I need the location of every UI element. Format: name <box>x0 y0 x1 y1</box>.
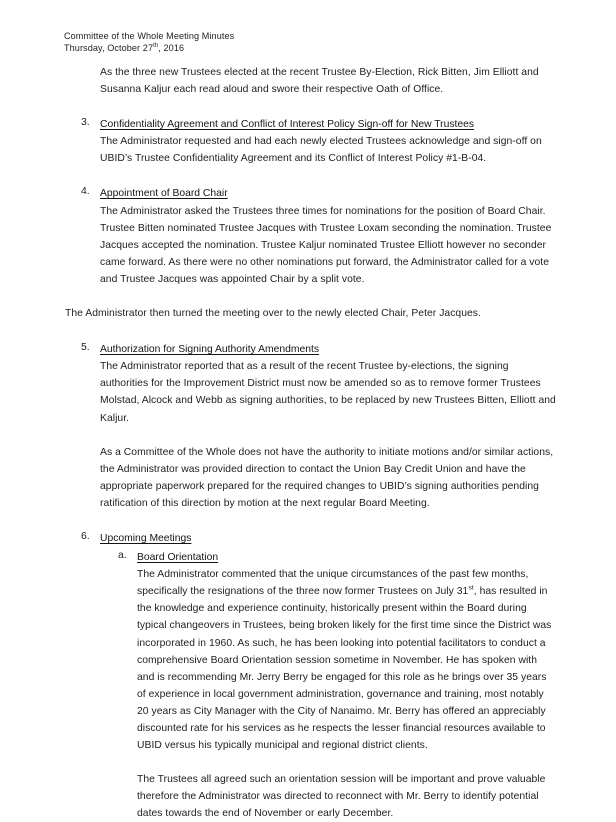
sub-list-item-heading: Board Orientation <box>137 552 219 564</box>
document-body <box>0 64 616 822</box>
spacer <box>0 167 616 183</box>
list-item-number: 3. <box>81 117 90 129</box>
list-item-heading: Authorization for Signing Authority Amendments <box>100 344 320 356</box>
sub-body-ordinal: st <box>468 584 474 592</box>
header-date <box>64 42 556 54</box>
list-item-body: The Administrator requested and had each newly elected Trustees acknowledge and sign-off on UBID’s Trustee Confidentiality Agreement and its Conflict of Interest Policy #1-B-04. <box>100 136 542 165</box>
sub-list-item-body-second: The Trustees all agreed such an orientation session will be important and prove valuable therefore the Administrator was directed to reconnect with Mr. Berry to identify potential dates towards the end of November or early December. <box>137 774 546 820</box>
list-item-heading: Confidentiality Agreement and Conflict of Interest Policy Sign-off for New Trustees <box>100 119 475 131</box>
sub-body-part2: , has resulted in the knowledge and experience continuity, historically present within the Board during typical changeovers in Trustees, being broken likely for the first time since the District was incorporated in 1960. As such, he has been looking into potential facilitators to conduct a comprehensive Board Orientation session sometime in November. He has spoken with and is recommending Mr. Jerry Berry be engaged for this role as he brings over 35 years of experience in local government administration, governance and training, most notably 20 years as City Manager with the City of Nanaimo. Mr. Berry has offered an appreciably discounted rate for his services as he respects the lesser financial resources available to UBID versus his typically municipal and regional district clients. <box>137 586 552 752</box>
list-item-heading: Upcoming Meetings <box>100 532 192 544</box>
header-date-ordinal: th <box>153 43 159 50</box>
spacer <box>0 288 616 305</box>
list-item-heading-line <box>100 339 556 358</box>
list-item <box>81 528 556 547</box>
list-item-heading-line <box>100 114 556 133</box>
spacer <box>0 98 616 114</box>
list-item-heading: Appointment of Board Chair <box>100 188 228 200</box>
spacer <box>0 427 616 444</box>
committee-authority-paragraph: As a Committee of the Whole does not have the authority to initiate motions and/or similar actions, the Administrator was provided direction to contact the Union Bay Credit Union and have the appropriate paperwork prepared for the required changes to UBID’s signing authorities pending ratification of this direction by motion at the next regular Board Meeting. <box>100 446 554 509</box>
chair-handover-paragraph: The Administrator then turned the meeting over to the newly elected Chair, Peter Jacques. <box>65 308 481 320</box>
list-item-number: 4. <box>81 186 90 198</box>
sub-body-part1: The Administrator commented that the unique circumstances of the past few months, specifically the resignations of the three now former Trustees on July 31 <box>137 569 529 598</box>
header-title: Committee of the Whole Meeting Minutes <box>64 31 235 41</box>
spacer <box>137 754 556 771</box>
list-item-body: The Administrator reported that as a result of the recent Trustee by-elections, the signing authorities for the Improvement District must now be amended so as to remove former Trustees Molstad, Alcock and Webb as signing authorities, to be replaced by new Trustees Bitten, Elliott and Kaljur. <box>100 361 556 424</box>
spacer <box>0 512 616 528</box>
document-header <box>64 30 556 55</box>
list-item-number: 5. <box>81 342 90 354</box>
header-date-suffix: , 2016 <box>158 43 185 54</box>
list-item-number: 6. <box>81 530 90 542</box>
list-item <box>81 114 556 167</box>
list-item-heading-line <box>100 528 556 547</box>
sub-list-item-body <box>137 566 556 754</box>
sub-list-item-letter: a. <box>118 550 127 562</box>
header-date-prefix: Thursday, October 27 <box>64 43 154 54</box>
spacer <box>0 322 616 339</box>
list-item-heading-line <box>100 183 556 202</box>
intro-paragraph: As the three new Trustees elected at the recent Trustee By-Election, Rick Bitten, Jim Elliott and Susanna Kaljur each read aloud and swore their respective Oath of Office. <box>100 67 539 96</box>
sub-list-item <box>118 547 556 822</box>
list-item-body: The Administrator asked the Trustees three times for nominations for the position of Board Chair. Trustee Bitten nominated Trustee Jacques with Trustee Loxam seconding the nomination. Trustee Jacques accepted the nomination. Trustee Kaljur nominated Trustee Elliott however no seconder came forward. As there were no other nominations put forward, the Administrator called for a vote and Trustee Jacques was appointed Chair by a split vote. <box>100 205 552 285</box>
list-item <box>81 183 556 288</box>
sub-list-item-heading-line <box>137 547 556 566</box>
list-item <box>81 339 556 426</box>
